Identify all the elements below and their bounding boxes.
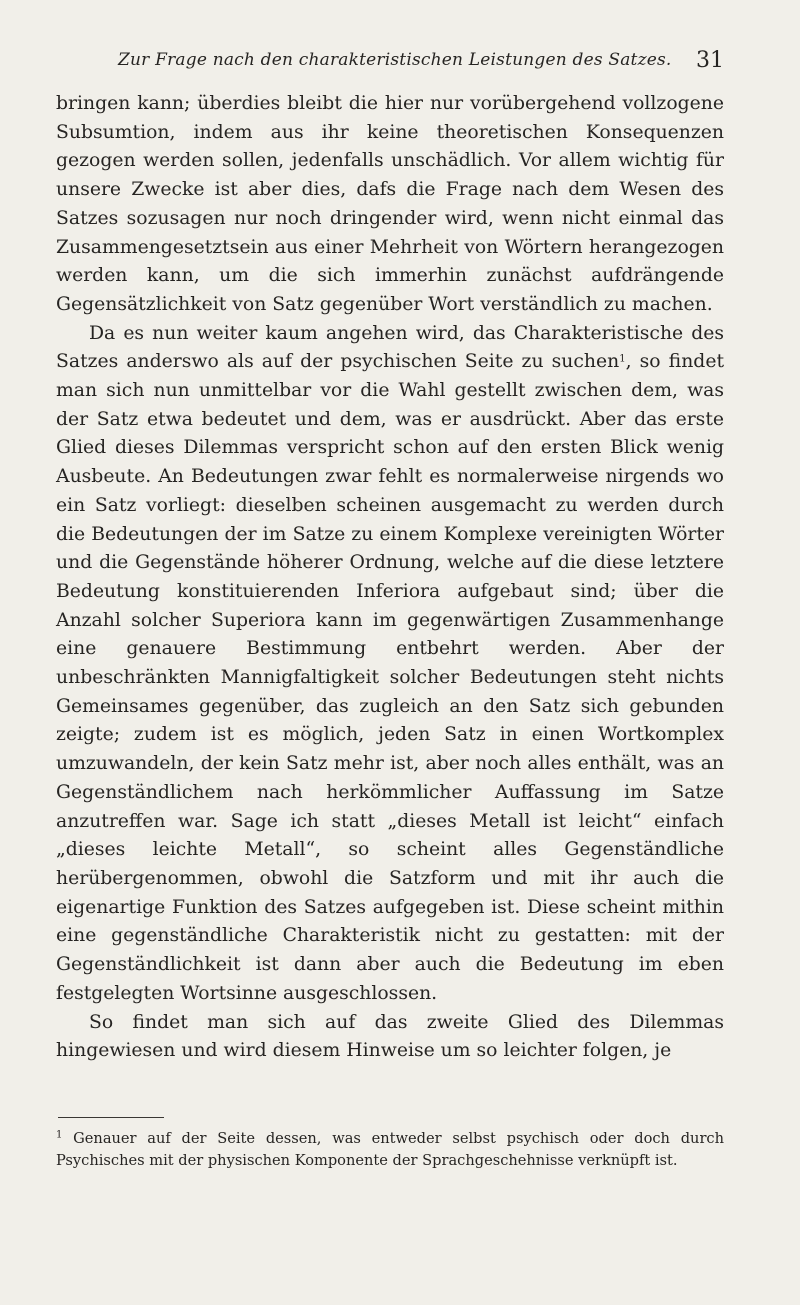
footnote-text: Genauer auf der Seite dessen, was entweder selbst psychisch oder doch durch Psychisches mit der physischen Komponente der Sprachgeschehnisse verknüpft ist. [56, 1130, 724, 1169]
paragraph-2-start: Da es nun weiter kaum angehen wird, das Charakteristische des Satzes anderswo als auf der psychischen Seite zu suchen [56, 322, 724, 373]
paragraph-2 [56, 320, 724, 1009]
paragraph-2-rest: , so findet man sich nun unmittelbar vor die Wahl gestellt zwischen dem, was der Satz etwa bedeutet und dem, was er ausdrückt. Aber das erste Glied dieses Dilemmas verspricht schon auf den ersten Blick wenig Ausbeute. An Bedeutungen zwar fehlt es normalerweise nirgends wo ein Satz vorliegt: dieselben scheinen ausgemacht zu werden durch die Bedeutungen der im Satze zu einem Komplexe vereinigten Wörter und die Gegenstände höherer Ordnung, welche auf die diese letztere Bedeutung konstituierenden Inferiora aufgebaut sind; über die Anzahl solcher Superiora kann im gegenwärtigen Zusammenhange eine genauere Bestimmung entbehrt werden. Aber der unbeschränkten Mannigfaltigkeit solcher Bedeutungen steht nichts Gemeinsames gegenüber, das zugleich an den Satz sich gebunden zeigte; zudem ist es möglich, jeden Satz in einen Wortkomplex umzuwandeln, der kein Satz mehr ist, aber noch alles enthält, was an Gegenständlichem nach herkömmlicher Auffassung im Satze anzutreffen war. Sage ich statt „dieses Metall ist leicht“ einfach „dieses leichte Metall“, so scheint alles Gegenständliche herübergenommen, obwohl die Satzform und mit ihr auch die eigenartige Funktion des Satzes aufgegeben ist. Diese scheint mithin eine gegenständliche Charakteristik nicht zu gestatten: mit der Gegenständlichkeit ist dann aber auch die Bedeutung im eben festgelegten Wortsinne ausgeschlossen. [56, 351, 724, 1004]
running-title: Zur Frage nach den charakteristischen Leistungen des Satzes. [118, 50, 672, 70]
footnote-divider [58, 1117, 164, 1118]
paragraph-3: So findet man sich auf das zweite Glied des Dilemmas hingewiesen und wird diesem Hinweise um so leichter folgen, je [56, 1011, 724, 1062]
page-number: 31 [696, 48, 724, 73]
footnote-reference: 1 [619, 353, 626, 365]
paragraph-1: bringen kann; überdies bleibt die hier nur vorübergehend vollzogene Subsumtion, indem aus ihr keine theoretischen Konsequenzen gezogen werden sollen, jedenfalls unschädlich. Vor allem wichtig für unsere Zwecke ist aber dies, dafs die Frage nach dem Wesen des Satzes sozusagen nur noch dringender wird, wenn nicht einmal das Zusammengesetztsein aus einer Mehrheit von Wörtern herangezogen werden kann, um die sich immerhin zunächst aufdrängende Gegensätzlichkeit von Satz gegenüber Wort verständlich zu machen. [56, 93, 724, 315]
footnote-marker: 1 [56, 1129, 63, 1141]
footnote [56, 1128, 724, 1172]
main-text [56, 90, 724, 1066]
